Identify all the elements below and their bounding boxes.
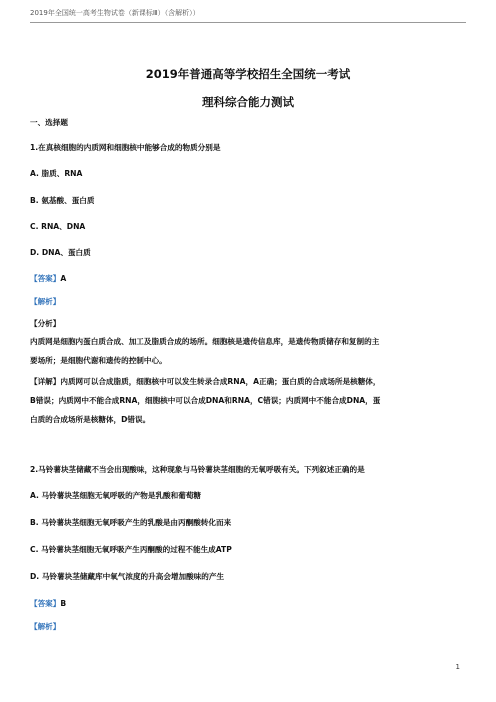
- question-1-option-a: A. 脂质、RNA: [30, 169, 83, 178]
- question-1-answer: [30, 274, 460, 284]
- question-2-stem: 2.马铃薯块茎储藏不当会出现酸味，这种现象与马铃薯块茎细胞的无氧呼吸有关。下列叙述正确的是: [30, 465, 365, 474]
- running-header: 2019年全国统一高考生物试卷（新课标Ⅲ）（含解析））: [30, 9, 200, 17]
- answer-value: A: [60, 274, 67, 283]
- question-2-option-b: B. 马铃薯块茎细胞无氧呼吸产生的乳酸是由丙酮酸转化而来: [30, 518, 232, 527]
- question-1-option-d: D. DNA、蛋白质: [30, 248, 91, 257]
- question-1-option-b: B. 氨基酸、蛋白质: [30, 196, 95, 205]
- question-1-fenxi-line: 内质网是细胞内蛋白质合成、加工及脂质合成的场所。细胞核是遗传信息库，是遗传物质储存和复制的主: [30, 337, 380, 346]
- exam-title: 2019年普通高等学校招生全国统一考试: [145, 67, 351, 81]
- question-2-answer: [30, 599, 460, 609]
- section-heading: 一、选择题: [30, 118, 68, 127]
- question-2-analysis-tag: 【解析】: [30, 622, 61, 631]
- answer-value: B: [60, 599, 67, 608]
- question-1-detail-line: 【详解】内质网可以合成脂质，细胞核中可以发生转录合成RNA，A正确；蛋白质的合成场所是核糖体，: [30, 377, 381, 386]
- question-1-fenxi-line: 要场所；是细胞代谢和遗传的控制中心。: [30, 356, 167, 365]
- question-1-detail-line: B错误；内质网中不能合成RNA，细胞核中可以合成DNA和RNA，C错误；内质网中不能合成DNA，蛋: [30, 396, 381, 405]
- question-1-analysis-tag: 【解析】: [30, 297, 61, 306]
- exam-subtitle: 理科综合能力测试: [202, 95, 294, 109]
- question-1-option-c: C. RNA、DNA: [30, 222, 86, 231]
- question-2-option-a: A. 马铃薯块茎细胞无氧呼吸的产物是乳酸和葡萄糖: [30, 491, 202, 500]
- question-1-detail-line: 白质的合成场所是核糖体，D错误。: [30, 415, 151, 424]
- header-divider: [30, 22, 466, 23]
- answer-tag: 【答案】: [30, 599, 61, 608]
- answer-tag: 【答案】: [30, 274, 61, 283]
- question-2-option-c: C. 马铃薯块茎细胞无氧呼吸产生丙酮酸的过程不能生成ATP: [30, 545, 232, 554]
- page-number: 1: [455, 663, 460, 671]
- question-1-stem: 1.在真核细胞的内质网和细胞核中能够合成的物质分别是: [30, 143, 221, 152]
- question-2-option-d: D. 马铃薯块茎储藏库中氧气浓度的升高会增加酸味的产生: [30, 572, 225, 581]
- question-1-fenxi-tag: 【分析】: [30, 319, 61, 328]
